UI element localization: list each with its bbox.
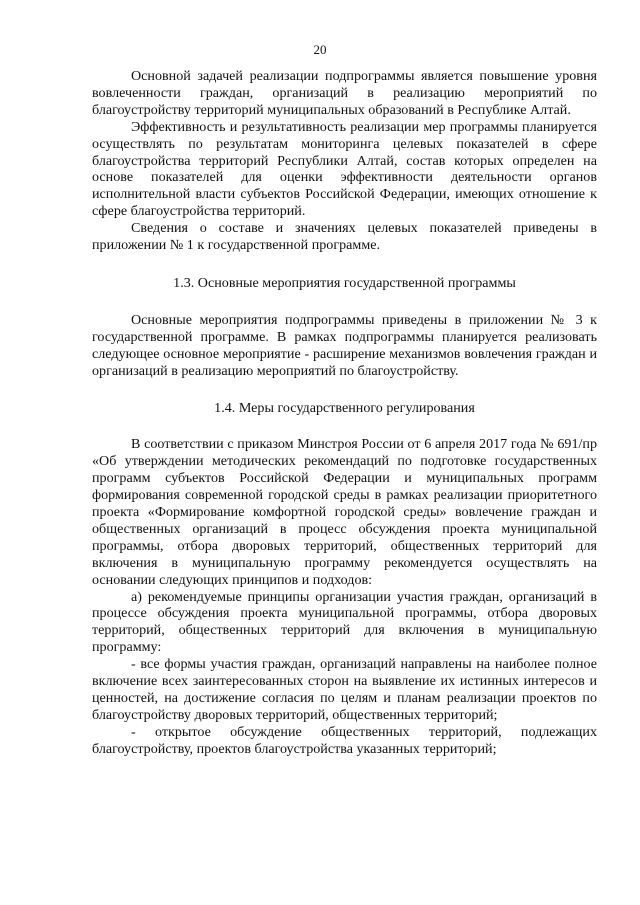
paragraph-main-activities: Основные мероприятия подпрограммы приведены в приложении № 3 к государственной программе. В рамках подпрограммы планируется реализовать следующее основное мероприятие - расширение механизмов вовлечения граждан и организаций в реализацию мероприятий по благоустройству. (92, 311, 597, 379)
list-item-participation-forms: - все формы участия граждан, организаций направлены на наиболее полное включение всех заинтересованных сторон на выявление их истинных интересов и ценностей, на достижение согласия по целям и планам реализации проектов по благоустройству дворовых территорий, общественных территорий; (92, 656, 597, 723)
list-item-open-discussion: - открытое обсуждение общественных территорий, подлежащих благоустройству, проектов благоустройства указанных территорий; (92, 723, 597, 757)
section-heading-1-4: 1.4. Меры государственного регулирования (214, 399, 475, 416)
paragraph-goal: Основной задачей реализации подпрограммы является повышение уровня вовлеченности граждан, организаций в реализацию мероприятий по благоустройству территорий муниципальных образований в Республике Алтай. (92, 68, 597, 118)
paragraph-order-reference: В соответствии с приказом Минстроя России от 6 апреля 2017 года № 691/пр «Об утверждении методических рекомендаций по подготовке государственных программ субъектов Российской Федерации и муниципальных программ формирования современной городской среды в рамках реализации приоритетного проекта «Формирование комфортной городской среды» вовлечение граждан и общественных организаций в процесс обсуждения проекта муниципальной программы, отбора дворовых территорий, общественных территорий для включения в муниципальную программу рекомендуется осуществлять на основании следующих принципов и подходов: (92, 436, 597, 588)
paragraph-indicators: Сведения о составе и значениях целевых показателей приведены в приложении № 1 к государственной программе. (92, 220, 597, 254)
paragraph-efficiency: Эффективность и результативность реализации мер программы планируется осуществлять по результатам мониторинга целевых показателей в сфере благоустройства территорий Республики Алтай, состав которых определен на основе показателей для оценки эффективности деятельности органов исполнительной власти субъектов Российской Федерации, имеющих отношение к сфере благоустройства территорий. (92, 118, 597, 220)
paragraph-principles-a: а) рекомендуемые принципы организации участия граждан, организаций в процессе обсуждения проекта муниципальной программы, отбора дворовых территорий, общественных территорий для включения в муниципальную программу: (92, 588, 597, 656)
document-body (92, 68, 597, 758)
section-heading-1-3: 1.3. Основные мероприятия государственной программы (173, 274, 516, 291)
spacer (92, 254, 597, 275)
spacer (92, 380, 597, 400)
spacer (92, 292, 597, 312)
spacer (92, 416, 597, 436)
page-number: 20 (313, 42, 327, 57)
